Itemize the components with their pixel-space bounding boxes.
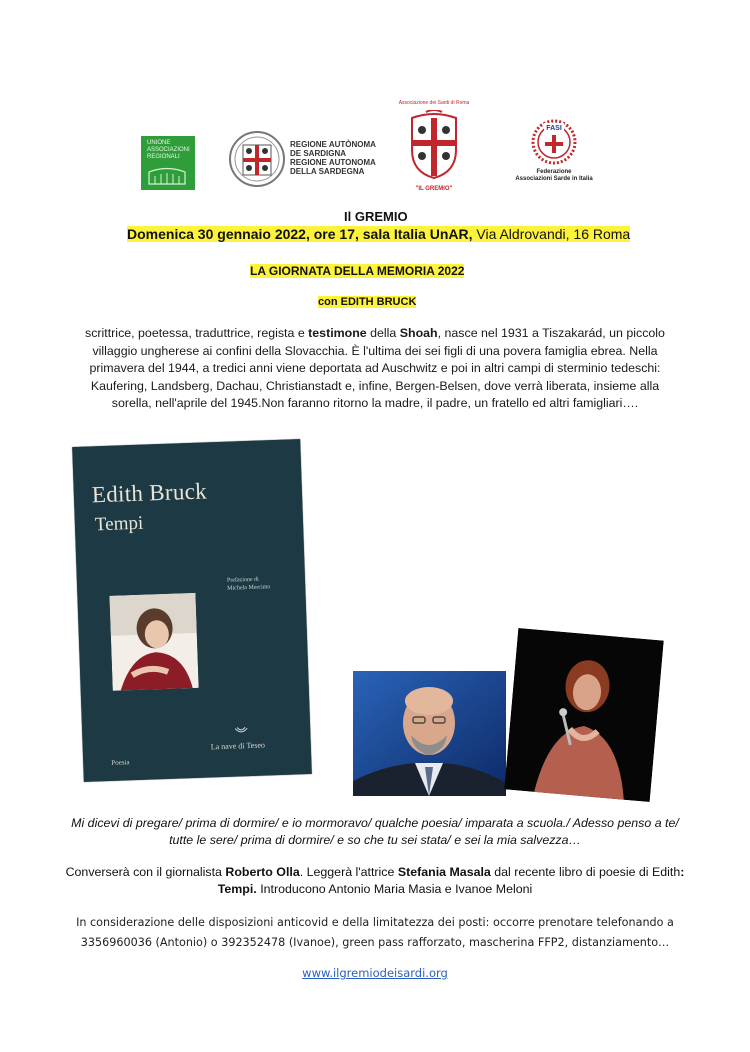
actress-name: Stefania Masala	[397, 865, 491, 879]
book-preface: Prefazione di Michela Mercimo	[226, 576, 271, 592]
book-publisher: La nave di Teseo	[210, 740, 266, 752]
poem-excerpt: Mi dicevi di pregare/ prima di dormire/ e io mormoravo/ qualche poesia/ imparata a scuola./ Adesso penso a te/ tutte le sere/ prima di dormire/ e so che tu sei stata/ e sei la mia salvezza…	[71, 816, 679, 847]
guest-biography: scrittrice, poetessa, traduttrice, regista e testimone della Shoah, nasce nel 1931 a Tiszakarád, un piccolo villaggio ungherese ai confini della Slovacchia. È l'ultima dei sei figli di una povera famiglia ebrea. Nella primavera del 1944, a tredici anni viene deportata ad Auschwitz e poi in altri campi di sterminio tedeschi: Kaufering, Landsberg, Dachau, Christianstadt e, infine, Bergen-Belsen, dove verrà liberata, insieme alla sorella, nell'aprile del 1945.Non faranno ritorno la madre, il padre, un fratello ed altri famigliari….	[85, 326, 665, 410]
booking-notice: In considerazione delle disposizioni anticovid e della limitatezza dei posti: occorre prenotare telefonando a 3356960036 (Antonio) o 392352478 (Ivanoe), green pass rafforzato, mascherina FFP2, distanziamento…	[76, 916, 674, 949]
fasi-logo	[508, 117, 600, 193]
unar-logo-text: UNIONE ASSOCIAZIONI REGIONALI	[147, 140, 190, 160]
il-gremio-logo	[398, 100, 470, 192]
gremio-logo-arc-text: Associazione dei Sardi di Roma	[398, 100, 470, 106]
journalist-name: Roberto Olla	[225, 865, 300, 879]
organizer-title: Il GREMIO	[344, 209, 408, 224]
unar-logo	[141, 136, 195, 190]
sardinia-coat-of-arms-icon	[228, 128, 286, 190]
colosseum-icon	[147, 167, 187, 185]
fasi-badge-text: FASI	[546, 125, 562, 132]
book-cover	[72, 439, 312, 782]
fasi-name: Federazione Associazioni Sarde in Italia	[515, 169, 593, 182]
actress-photo	[504, 628, 664, 802]
event-address: Via Aldrovandi, 16 Roma	[472, 226, 631, 242]
fasi-emblem-icon	[531, 117, 577, 167]
website-link[interactable]: www.ilgremiodeisardi.org	[302, 966, 448, 980]
publisher-mark-icon	[234, 726, 248, 736]
regione-sardegna-name: REGIONE AUTÒNOMA DE SARDIGNA REGIONE AUTONOMA DELLA SARDEGNA	[290, 140, 376, 176]
event-guest: con EDITH BRUCK	[318, 296, 417, 308]
regione-sardegna-logo	[228, 128, 378, 190]
book-name: : Tempi.	[217, 865, 685, 896]
gremio-shield-icon	[406, 110, 462, 180]
author-portrait-photo	[109, 593, 198, 691]
journalist-photo	[353, 671, 506, 796]
event-date-time: Domenica 30 gennaio 2022, ore 17, sala Italia UnAR,	[127, 226, 473, 242]
event-program: Converserà con il giornalista Roberto Olla. Leggerà l'attrice Stefania Masala dal recente libro di poesie di Edith: Tempi. Introducono Antonio Maria Masia e Ivanoe Meloni	[65, 865, 685, 896]
book-author: Edith Bruck	[91, 478, 208, 508]
book-title: Tempi	[94, 512, 144, 536]
event-title: LA GIORNATA DELLA MEMORIA 2022	[250, 264, 465, 278]
book-series: Poesia	[111, 758, 130, 767]
gremio-logo-bottom-text: "IL GREMIO"	[415, 186, 453, 192]
event-date-location	[127, 226, 630, 242]
